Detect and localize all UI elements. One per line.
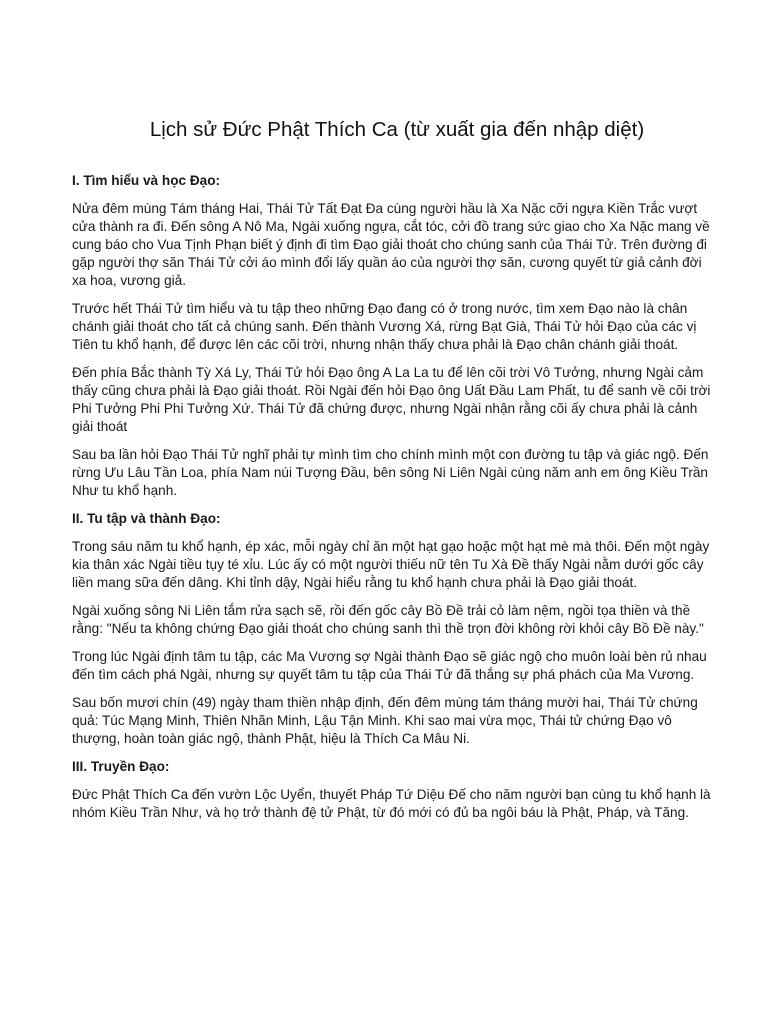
section-1 (72, 172, 714, 500)
section-heading: I. Tìm hiểu và học Đạo: (72, 173, 221, 188)
section-3 (72, 758, 714, 822)
paragraph: Trong sáu năm tu khổ hạnh, ép xác, mỗi ngày chỉ ăn một hạt gạo hoặc một hạt mè mà thôi. Đến một ngày kia thân xác Ngài tiều tụy té xỉu. Lúc ấy có một người thiếu nữ tên Tu Xà Đề thấy Ngài nằm dưới gốc cây liền mang sữa đến dâng. Khi tỉnh dậy, Ngài hiểu rằng tu khổ hạnh chưa phải là Đạo giải thoát. (72, 539, 710, 590)
paragraph: Ngài xuống sông Ni Liên tắm rửa sạch sẽ, rồi đến gốc cây Bồ Đề trải cỏ làm nệm, ngồi tọa thiền và thề rằng: "Nếu ta không chứng Đạo giải thoát cho chúng sanh thì thề trọn đời không rời khỏi cây Bồ Đề này." (72, 603, 704, 636)
paragraph: Trước hết Thái Tử tìm hiểu và tu tập theo những Đạo đang có ở trong nước, tìm xem Đạo nào là chân chánh giải thoát cho tất cả chúng sanh. Đến thành Vương Xá, rừng Bạt Già, Thái Tử hỏi Đạo của các vị Tiên tu khổ hạnh, để được lên các cõi trời, nhưng nhận thấy chưa phải là Đạo chân chánh giải thoát. (72, 301, 697, 352)
section-heading: II. Tu tập và thành Đạo: (72, 511, 221, 526)
section-2 (72, 510, 714, 748)
document-page (72, 118, 714, 832)
paragraph: Đến phía Bắc thành Tỳ Xá Ly, Thái Tử hỏi Đạo ông A La La tu để lên cõi trời Vô Tưởng, nhưng Ngài cảm thấy cũng chưa phải là Đạo giải thoát. Rồi Ngài đến hỏi Đạo ông Uất Đầu Lam Phất, tu để sanh về cõi trời Phi Tưởng Phi Phi Tưởng Xứ. Thái Tử đã chứng được, nhưng Ngài nhận rằng cõi ấy chưa phải là cảnh giải thoát (72, 365, 711, 434)
paragraph: Sau bốn mươi chín (49) ngày tham thiền nhập định, đến đêm mùng tám tháng mười hai, Thái Tử chứng quả: Túc Mạng Minh, Thiên Nhãn Minh, Lậu Tận Minh. Khi sao mai vừa mọc, Thái tử chứng Đạo vô thượng, hoàn toàn giác ngộ, thành Phật, hiệu là Thích Ca Mâu Ni. (72, 695, 698, 746)
section-heading: III. Truyền Đạo: (72, 759, 170, 774)
paragraph: Trong lúc Ngài định tâm tu tập, các Ma Vương sợ Ngài thành Đạo sẽ giác ngộ cho muôn loài bèn rủ nhau đến tìm cách phá Ngài, nhưng sự quyết tâm tu tập của Thái Tử đã thắng sự phá phách của Ma Vương. (72, 649, 707, 682)
document-title: Lịch sử Đức Phật Thích Ca (từ xuất gia đến nhập diệt) (149, 118, 645, 141)
paragraph: Đức Phật Thích Ca đến vườn Lộc Uyển, thuyết Pháp Tứ Diệu Đế cho năm người bạn cùng tu khổ hạnh là nhóm Kiều Trần Như, và họ trở thành đệ tử Phật, từ đó mới có đủ ba ngôi báu là Phật, Pháp, và Tăng. (72, 787, 711, 820)
paragraph: Nửa đêm mùng Tám tháng Hai, Thái Tử Tất Đạt Đa cùng người hầu là Xa Nặc cỡi ngựa Kiền Trắc vượt cửa thành ra đi. Đến sông A Nô Ma, Ngài xuống ngựa, cắt tóc, cởi đồ trang sức giao cho Xa Nặc mang về cung báo cho Vua Tịnh Phạn biết ý định đi tìm Đạo giải thoát cho chúng sanh của Thái Tử. Trên đường đi gặp người thợ săn Thái Tử cởi áo mình đổi lấy quần áo của người thợ săn, cương quyết từ giả cảnh đời xa hoa, vương giả. (72, 201, 710, 288)
paragraph: Sau ba lần hỏi Đạo Thái Tử nghĩ phải tự mình tìm cho chính mình một con đường tu tập và giác ngộ. Đến rừng Ưu Lâu Tần Loa, phía Nam núi Tượng Đầu, bên sông Ni Liên Ngài cùng năm anh em ông Kiều Trần Như tu khổ hạnh. (72, 447, 709, 498)
